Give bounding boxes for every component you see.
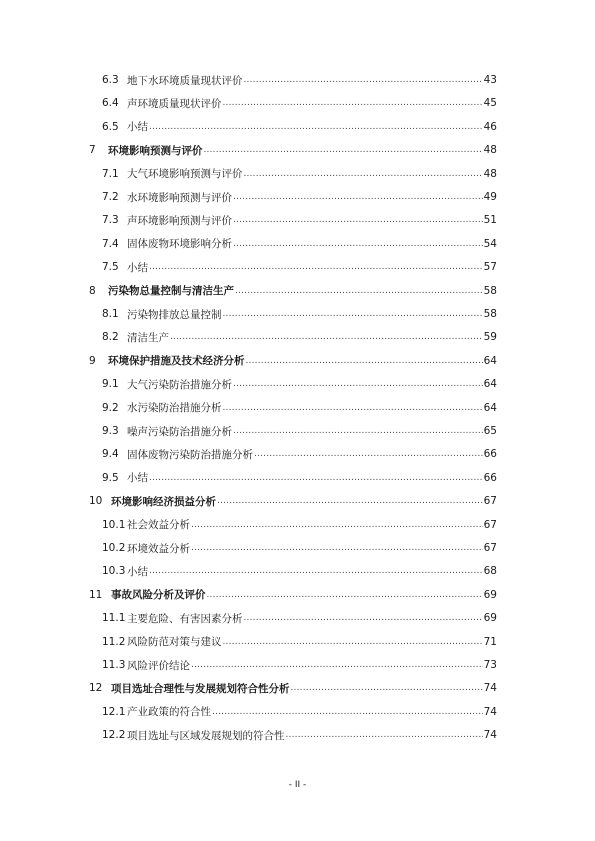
toc-entry-title: 声环境影响预测与评价 [127,214,232,227]
toc-section-entry[interactable] [0,423,595,439]
toc-entry-title: 水环境影响预测与评价 [127,191,232,204]
toc-section-entry[interactable] [0,657,595,673]
toc-entry-title: 声环境质量现状评价 [127,97,222,110]
toc-entry-page-number: 59 [483,331,497,344]
toc-entry-title: 主要危险、有害因素分析 [127,612,243,625]
toc-entry-title: 噪声污染防治措施分析 [127,425,232,438]
toc-section-entry[interactable] [0,166,595,182]
toc-entry-number: 11.1 [102,612,126,625]
toc-chapter-entry[interactable] [0,587,595,603]
toc-leader-dots [149,262,483,272]
toc-entry-page-number: 54 [483,237,497,250]
toc-entry-title: 项目选址与区域发展规划的符合性 [127,729,285,742]
toc-entry-page-number: 65 [483,425,497,437]
toc-leader-dots [191,660,483,670]
toc-entry-title: 小结 [127,472,148,485]
toc-entry-number: 8.1 [102,308,119,320]
toc-entry-title: 项目选址合理性与发展规划符合性分析 [111,682,290,695]
toc-entry-title: 风险评价结论 [127,659,190,672]
toc-leader-dots [233,426,483,436]
toc-entry-title: 环境保护措施及技术经济分析 [108,355,245,368]
toc-chapter-entry[interactable] [0,680,595,696]
toc-entry-number: 7.3 [102,214,119,227]
toc-leader-dots [246,356,483,366]
toc-section-entry[interactable] [0,610,595,626]
toc-entry-page-number: 73 [483,659,497,671]
toc-entry-page-number: 69 [483,612,497,625]
toc-entry-page-number: 74 [483,729,497,742]
toc-section-entry[interactable] [0,540,595,556]
toc-leader-dots [223,309,483,319]
toc-leader-dots [149,122,483,132]
toc-leader-dots [170,332,483,342]
toc-entry-title: 大气污染防治措施分析 [127,378,232,391]
toc-entry-page-number: 69 [483,588,497,601]
toc-section-entry[interactable] [0,400,595,416]
toc-entry-page-number: 67 [483,518,497,531]
toc-section-entry[interactable] [0,329,595,345]
toc-entry-page-number: 64 [483,378,497,391]
toc-entry-number: 7.4 [102,237,119,250]
toc-leader-dots [204,145,483,155]
toc-entry-page-number: 67 [483,542,497,554]
toc-entry-title: 环境效益分析 [127,542,190,555]
toc-section-entry[interactable] [0,376,595,392]
toc-section-entry[interactable] [0,72,595,88]
toc-leader-dots [191,543,483,553]
toc-entry-number: 10.1 [102,518,126,531]
toc-leader-dots [149,473,483,483]
toc-leader-dots [223,98,483,108]
toc-entry-number: 12.1 [102,705,126,718]
toc-entry-number: 9.5 [102,471,119,484]
toc-entry-number: 6.3 [102,74,119,86]
toc-entry-page-number: 57 [483,261,497,274]
toc-leader-dots [244,75,483,85]
toc-entry-title: 清洁生产 [127,331,169,344]
toc-entry-title: 固体废物污染防治措施分析 [127,448,253,461]
toc-entry-page-number: 74 [483,682,497,695]
toc-entry-title: 污染物总量控制与清洁生产 [108,285,234,298]
toc-entry-title: 小结 [127,565,148,578]
toc-entry-number: 9.2 [102,401,119,414]
toc-chapter-entry[interactable] [0,142,595,158]
toc-entry-number: 7.5 [102,261,119,274]
toc-entry-page-number: 45 [483,97,497,110]
toc-leader-dots [286,730,483,740]
toc-entry-title: 固体废物环境影响分析 [127,238,232,251]
toc-entry-title: 水污染防治措施分析 [127,402,222,415]
toc-entry-number: 9.4 [102,448,119,461]
toc-section-entry[interactable] [0,634,595,650]
toc-entry-title: 小结 [127,121,148,134]
toc-leader-dots [291,683,483,693]
page-number-footer: - II - [288,780,307,790]
toc-entry-page-number: 49 [483,191,497,203]
toc-leader-dots [233,215,483,225]
toc-entry-title: 大气环境影响预测与评价 [127,168,243,181]
toc-entry-page-number: 43 [483,74,497,86]
toc-entry-page-number: 58 [483,284,497,297]
toc-entry-title: 社会效益分析 [127,519,190,532]
toc-chapter-entry[interactable] [0,353,595,369]
toc-entry-number: 10.2 [102,542,126,554]
toc-leader-dots [207,590,483,600]
toc-entry-page-number: 66 [483,448,497,461]
toc-entry-title: 环境影响预测与评价 [108,144,203,157]
toc-entry-title: 污染物排放总量控制 [127,308,222,321]
toc-section-entry[interactable] [0,95,595,111]
toc-entry-number: 9.3 [102,425,119,437]
toc-leader-dots [223,637,483,647]
toc-leader-dots [233,239,483,249]
toc-leader-dots [223,403,483,413]
toc-entry-title: 环境影响经济损益分析 [111,495,216,508]
toc-entry-page-number: 46 [483,120,497,133]
toc-chapter-entry[interactable] [0,283,595,299]
toc-entry-page-number: 48 [483,144,497,157]
toc-section-entry[interactable] [0,189,595,205]
toc-section-entry[interactable] [0,446,595,462]
toc-section-entry[interactable] [0,259,595,275]
toc-leader-dots [235,286,483,296]
toc-entry-number: 9 [89,354,96,367]
toc-entry-number: 7.2 [102,191,119,203]
toc-entry-number: 7.1 [102,167,119,180]
toc-section-entry[interactable] [0,470,595,486]
toc-entry-number: 7 [89,144,96,157]
toc-entry-page-number: 68 [483,565,497,578]
toc-entry-title: 产业政策的符合性 [127,706,211,719]
toc-section-entry[interactable] [0,517,595,533]
toc-entry-number: 6.5 [102,120,119,133]
toc-leader-dots [233,192,483,202]
toc-leader-dots [217,496,483,506]
toc-entry-page-number: 48 [483,167,497,180]
toc-entry-number: 9.1 [102,378,119,391]
toc-entry-number: 11.3 [102,659,126,671]
toc-leader-dots [149,566,483,576]
toc-entry-title: 地下水环境质量现状评价 [127,74,243,87]
toc-entry-title: 小结 [127,261,148,274]
toc-leader-dots [212,707,483,717]
toc-leader-dots [191,520,483,530]
toc-entry-number: 8.2 [102,331,119,344]
toc-entry-number: 10.3 [102,565,126,578]
toc-entry-number: 11 [89,588,103,601]
toc-entry-number: 8 [89,284,96,297]
toc-section-entry[interactable] [0,236,595,252]
toc-entry-page-number: 64 [483,354,497,367]
toc-leader-dots [233,379,483,389]
toc-entry-number: 11.2 [102,635,126,648]
toc-entry-title: 风险防范对策与建议 [127,636,222,649]
toc-section-entry[interactable] [0,704,595,720]
toc-entry-page-number: 58 [483,308,497,320]
toc-entry-page-number: 71 [483,635,497,648]
toc-entry-page-number: 51 [483,214,497,227]
toc-entry-title: 事故风险分析及评价 [111,589,206,602]
toc-section-entry[interactable] [0,306,595,322]
toc-leader-dots [244,613,483,623]
toc-section-entry[interactable] [0,563,595,579]
toc-chapter-entry[interactable] [0,493,595,509]
toc-section-entry[interactable] [0,212,595,228]
toc-section-entry[interactable] [0,119,595,135]
toc-entry-page-number: 67 [483,495,497,508]
toc-entry-page-number: 66 [483,471,497,484]
toc-leader-dots [254,449,483,459]
toc-leader-dots [244,169,483,179]
toc-entry-number: 10 [89,495,103,508]
toc-entry-number: 6.4 [102,97,119,110]
toc-section-entry[interactable] [0,727,595,743]
toc-entry-number: 12 [89,682,103,695]
toc-entry-page-number: 64 [483,401,497,414]
toc-entry-page-number: 74 [483,705,497,718]
toc-entry-number: 12.2 [102,729,126,742]
